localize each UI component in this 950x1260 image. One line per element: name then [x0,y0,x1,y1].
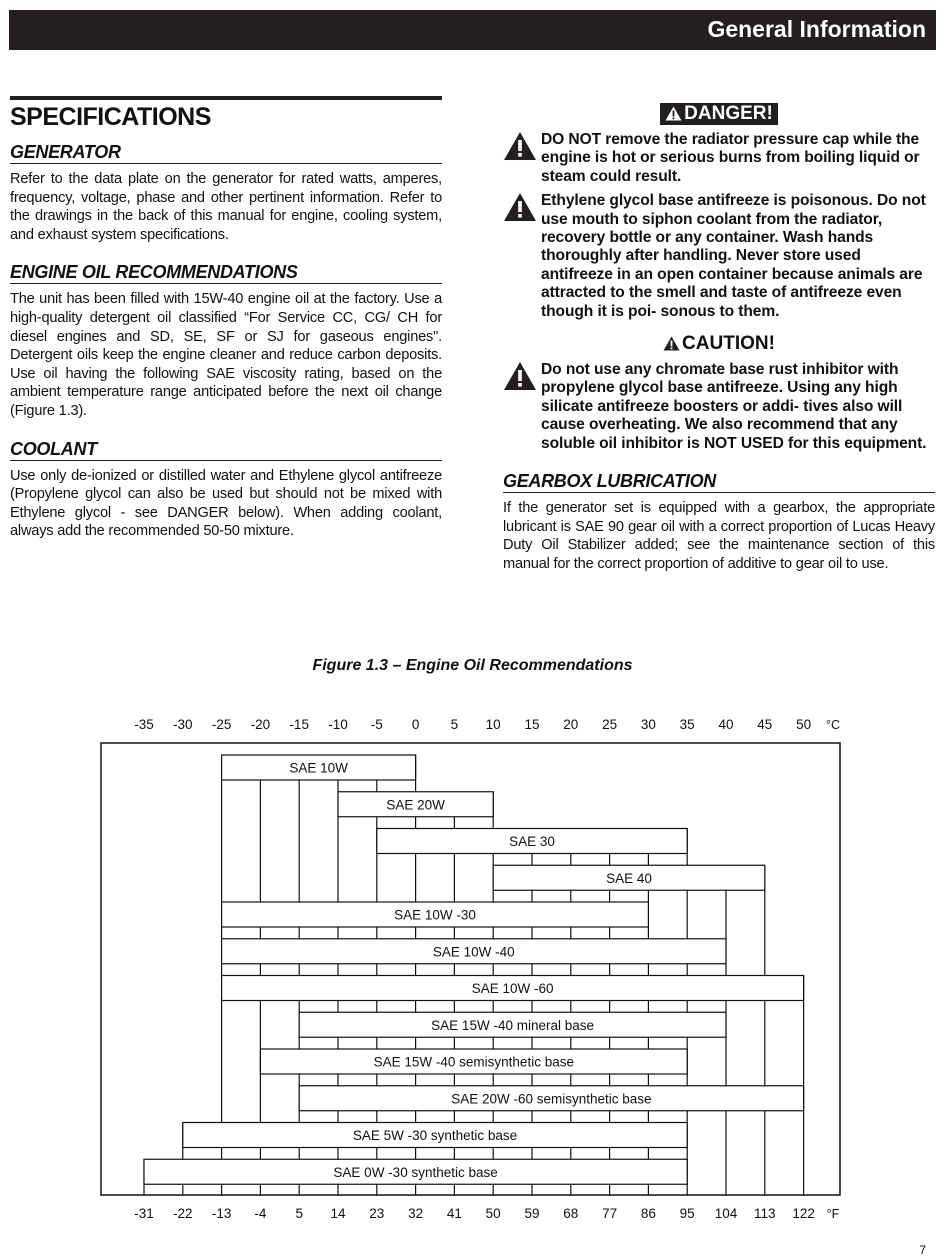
generator-heading: GENERATOR [10,142,442,164]
page-number: 7 [919,1243,926,1257]
fahrenheit-tick-label: -13 [211,1206,232,1221]
gearbox-heading: GEARBOX LUBRICATION [503,471,935,493]
fahrenheit-tick-label: 95 [679,1206,695,1221]
range-bar-label: SAE 0W -30 synthetic base [333,1164,498,1180]
celsius-tick-label: -20 [250,717,271,732]
fahrenheit-tick-label: 68 [563,1206,579,1221]
header-title: General Information [707,16,926,42]
fahrenheit-tick-label: -31 [134,1206,154,1221]
fahrenheit-tick-label: 77 [602,1206,618,1221]
range-bar-label: SAE 40 [606,870,652,886]
specifications-title: SPECIFICATIONS [10,103,211,131]
fahrenheit-tick-label: 104 [714,1206,738,1221]
gearbox-text: If the generator set is equipped with a gearbox, the appropriate lubricant is SAE 90 gear oil with a correct proportion of Lucas Heavy Duty Oil Stabilizer added; see the maintenance section of this manual for the correct proportion of additive to gear oil to use. [503,500,935,572]
celsius-tick-label: 20 [563,717,579,732]
coolant-text: Use only de-ionized or distilled water and Ethylene glycol antifreeze (Propylene glycol can also be used but should not be mixed with Ethylene glycol - see DANGER below). When adding coolant, always add the recommended 50-50 mixture. [10,467,442,540]
range-bar-label: SAE 30 [509,834,555,849]
range-bar-label: SAE 5W -30 synthetic base [352,1128,518,1143]
range-bar-label: SAE 20W [386,797,445,813]
range-bar-label: SAE 10W -30 [394,907,476,923]
celsius-tick-label: 0 [411,717,420,732]
engine-oil-text: The unit has been filled with 15W-40 engine oil at the factory. Use a high-quality detergent oil classified “For Service CC, CG/ CH for diesel engines and SD, SE, SF or SJ for gaseous engines". Detergent oils keep the engine cleaner and reduce carbon deposits. Use oil having the following SAE viscosity rating, based on the ambient temperature range anticipated before the next oil change (Figure 1.3). [10,291,442,419]
range-bar-label: SAE 10W -40 [432,944,515,960]
caution-text-1: Do not use any chromate base rust inhibitor with propylene glycol base antifreeze. Using any high silicate antifreeze boosters or addi- tives also will cause overheating. We also recommend that any soluble oil inhibitor is NOT USED for this equipment. [541,361,927,452]
fahrenheit-tick-label: -22 [173,1206,193,1221]
range-bar-label: SAE 10W -60 [471,981,554,996]
fahrenheit-tick-label: 14 [330,1206,346,1221]
celsius-tick-label: 15 [524,717,540,732]
range-bar-label: SAE 10W [289,760,348,776]
celsius-unit-label: °C [825,718,841,732]
celsius-tick-label: 5 [450,717,459,732]
danger-label: DANGER! [684,103,773,124]
fahrenheit-tick-label: 122 [792,1206,815,1221]
coolant-heading: COOLANT [10,439,442,461]
celsius-tick-label: 50 [796,717,812,732]
engine-oil-heading: ENGINE OIL RECOMMENDATIONS [10,262,442,284]
fahrenheit-tick-label: 113 [754,1206,776,1221]
fahrenheit-unit-label: °F [826,1207,840,1221]
celsius-tick-label: 30 [640,717,656,732]
generator-text: Refer to the data plate on the generator for rated watts, amperes, frequency, voltage, phase and other pertinent information. Refer to the drawings in the back of this manual for engine, cooling system, and exhaust system specifications. [10,171,442,243]
celsius-tick-label: 10 [485,717,501,732]
celsius-tick-label: 40 [718,717,734,732]
celsius-tick-label: -5 [370,717,383,732]
celsius-tick-label: 35 [679,717,695,732]
celsius-tick-label: -30 [173,717,193,732]
celsius-tick-label: 45 [757,717,773,732]
celsius-tick-label: -10 [328,717,348,732]
range-bar-label: SAE 15W -40 mineral base [431,1017,595,1033]
fahrenheit-tick-label: 86 [640,1206,656,1221]
celsius-tick-label: 25 [602,717,618,732]
fahrenheit-tick-label: 50 [485,1206,501,1221]
fahrenheit-tick-label: 59 [524,1206,540,1221]
celsius-tick-label: -15 [289,717,309,732]
figure-caption: Figure 1.3 – Engine Oil Recommendations [312,657,633,674]
range-bar-label: SAE 20W -60 semisynthetic base [451,1091,652,1107]
celsius-tick-label: -25 [211,717,232,732]
range-bar-label: SAE 15W -40 semisynthetic base [373,1054,574,1070]
fahrenheit-tick-label: 32 [408,1206,424,1221]
celsius-tick-label: -35 [134,717,154,732]
danger-text-1: DO NOT remove the radiator pressure cap while the engine is hot or serious burns from boiling liquid or steam could result. [541,131,920,185]
fahrenheit-tick-label: -4 [254,1206,267,1221]
danger-text-2: Ethylene glycol base antifreeze is poisonous. Do not use mouth to siphon coolant from the radiator, recovery bottle or any container. Wash hands thoroughly after handling. Never store used antifreeze in an open container because animals are attracted to the smell and taste of antifreeze even though it is poi- sonous to them. [541,192,926,320]
fahrenheit-tick-label: 23 [369,1206,385,1221]
caution-label: CAUTION! [682,333,775,355]
fahrenheit-tick-label: 5 [295,1206,303,1221]
fahrenheit-tick-label: 41 [446,1206,462,1221]
